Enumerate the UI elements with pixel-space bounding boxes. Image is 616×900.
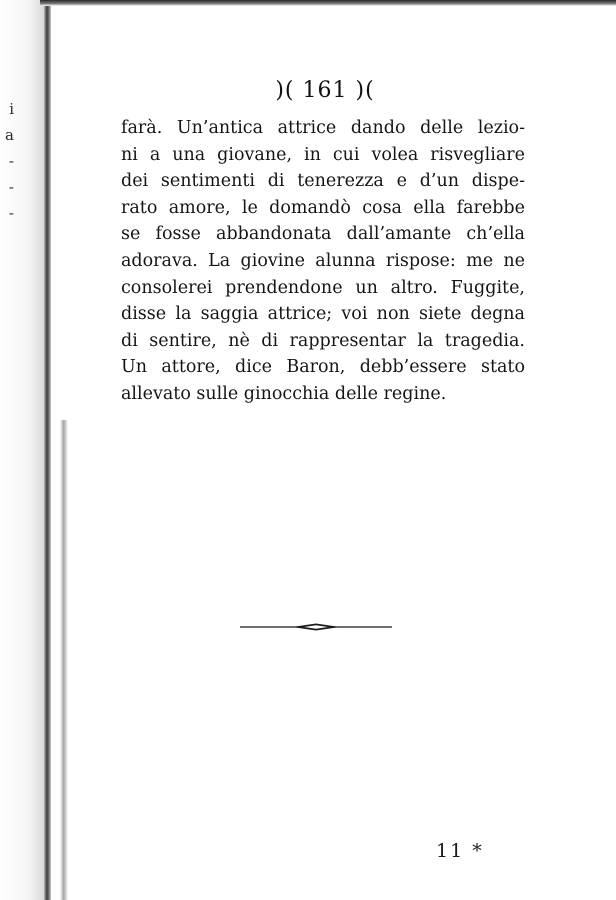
text-line: rato amore, le domandò cosa ella farebbe bbox=[121, 197, 525, 218]
text-line: di sentire, nè di rappresentar la tragedia. bbox=[121, 330, 525, 351]
body-text bbox=[121, 115, 525, 408]
text-line: se fosse abbandonata dall’amante ch’ella bbox=[121, 224, 525, 245]
text-line: dei sentimenti di tenerezza e d’un dispe- bbox=[121, 171, 525, 192]
decorative-rule-ornament bbox=[240, 620, 392, 634]
text-line: disse la saggia attrice; voi non siete degna bbox=[121, 304, 525, 325]
page-fold-shadow bbox=[60, 420, 68, 900]
previous-page-mark: a bbox=[5, 126, 14, 144]
text-line: farà. Un’antica attrice dando delle lezio- bbox=[121, 118, 525, 138]
text-line: ni a una giovane, in cui volea risvegliare bbox=[121, 144, 525, 165]
previous-page-mark: - bbox=[8, 152, 14, 170]
signature-mark: 11 * bbox=[436, 840, 484, 862]
text-line: allevato sulle ginocchia delle regine. bbox=[121, 383, 447, 404]
page-number: )( 161 )( bbox=[275, 78, 375, 103]
previous-page-mark: - bbox=[8, 178, 14, 196]
text-line: consolerei prendendone un altro. Fuggite, bbox=[121, 277, 525, 298]
page-top-edge bbox=[40, 0, 616, 6]
text-line: adorava. La giovine alunna rispose: me ne bbox=[121, 250, 525, 271]
previous-page-edge-text bbox=[0, 96, 14, 226]
previous-page-mark: i bbox=[9, 100, 14, 118]
previous-page-mark: - bbox=[8, 204, 14, 222]
text-line: Un attore, dice Baron, debb’essere stato bbox=[121, 357, 525, 378]
book-spine bbox=[44, 0, 51, 900]
